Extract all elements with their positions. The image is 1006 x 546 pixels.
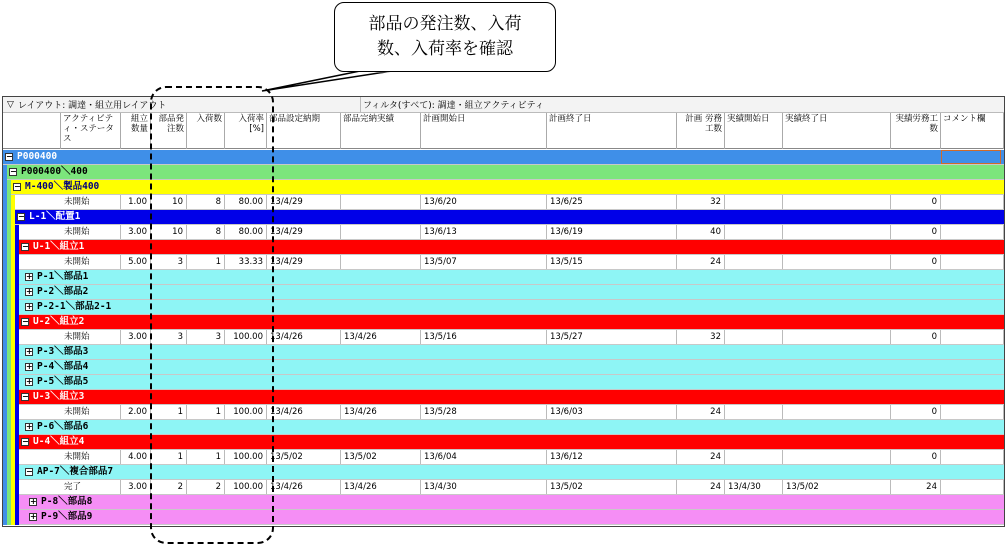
- row-label: U-1＼組立1: [33, 241, 85, 252]
- part-row[interactable]: [3, 420, 1004, 435]
- cell-assembly-qty[interactable]: 1.00: [121, 195, 151, 209]
- cell-plan-work[interactable]: 32: [677, 330, 725, 344]
- cell-order-qty[interactable]: 3: [151, 255, 187, 269]
- table-row[interactable]: [3, 255, 1004, 270]
- cell-received-rate[interactable]: 100.00: [225, 450, 267, 464]
- hierarchy-strip: [15, 420, 19, 435]
- col-received-rate[interactable]: 入荷率[%]: [225, 113, 267, 149]
- col-plan-work[interactable]: 計画 労務工数: [677, 113, 725, 149]
- cell-plan-start[interactable]: 13/6/13: [421, 225, 547, 239]
- col-due-date[interactable]: 部品設定納期: [267, 113, 341, 149]
- hierarchy-strip: [15, 255, 19, 270]
- hierarchy-strip: [15, 315, 19, 330]
- hierarchy-strip: [15, 270, 19, 285]
- expand-icon[interactable]: +: [26, 377, 33, 386]
- cell-complete-actual[interactable]: [341, 225, 421, 239]
- col-actual-start[interactable]: 実績開始日: [725, 113, 783, 149]
- cell-received-rate[interactable]: 33.33: [225, 255, 267, 269]
- activity-grid[interactable]: [2, 96, 1005, 527]
- cell-plan-start[interactable]: 13/4/30: [421, 480, 547, 494]
- filter-label[interactable]: フィルタ(すべて): 調達・組立アクティビティ: [363, 101, 544, 111]
- col-received-qty[interactable]: 入荷数: [187, 113, 225, 149]
- cell-assembly-qty[interactable]: 3.00: [121, 330, 151, 344]
- col-status[interactable]: アクティビティ・ステータス: [61, 113, 121, 149]
- part-row[interactable]: [3, 285, 1004, 300]
- collapse-icon[interactable]: −: [10, 167, 17, 176]
- table-row[interactable]: [3, 225, 1004, 240]
- hierarchy-strip: [15, 360, 19, 375]
- cell-due-date[interactable]: 13/4/26: [267, 405, 341, 419]
- group-row[interactable]: [3, 390, 1004, 405]
- col-plan-end[interactable]: 計画終了日: [547, 113, 677, 149]
- collapse-icon[interactable]: −: [22, 317, 29, 326]
- cell-due-date[interactable]: 13/4/29: [267, 255, 341, 269]
- col-plan-start[interactable]: 計画開始日: [421, 113, 547, 149]
- hierarchy-strip: [15, 465, 19, 480]
- cell-assembly-qty[interactable]: 5.00: [121, 255, 151, 269]
- row-label: P-8＼部品8: [41, 496, 93, 507]
- cell-complete-actual[interactable]: 13/5/02: [341, 450, 421, 464]
- row-label: M-400＼製品400: [25, 181, 100, 192]
- cell-assembly-qty[interactable]: 4.00: [121, 450, 151, 464]
- expand-icon[interactable]: +: [26, 287, 33, 296]
- cell-actual-start[interactable]: [725, 225, 783, 239]
- hierarchy-strip: [15, 510, 19, 525]
- comment-cell-selected[interactable]: [941, 150, 1001, 164]
- hierarchy-strip: [15, 300, 19, 315]
- expand-icon[interactable]: +: [26, 362, 33, 371]
- cell-actual-work[interactable]: 0: [891, 450, 941, 464]
- expand-icon[interactable]: +: [30, 512, 37, 521]
- row-label: U-4＼組立4: [33, 436, 85, 447]
- hierarchy-strip: [15, 375, 19, 390]
- cell-actual-start[interactable]: [725, 450, 783, 464]
- table-row[interactable]: [3, 480, 1004, 495]
- col-assembly-qty[interactable]: 組立数量: [121, 113, 151, 149]
- part-row[interactable]: [3, 375, 1004, 390]
- collapse-icon[interactable]: −: [14, 182, 21, 191]
- cell-order-qty[interactable]: 2: [151, 480, 187, 494]
- cell-assembly-qty[interactable]: 3.00: [121, 480, 151, 494]
- cell-actual-work[interactable]: 24: [891, 480, 941, 494]
- cell-status[interactable]: 未開始: [61, 255, 121, 269]
- hierarchy-strip: [3, 165, 7, 180]
- cell-comment[interactable]: [941, 480, 1004, 494]
- cell-received-qty[interactable]: 1: [187, 255, 225, 269]
- group-row[interactable]: [3, 240, 1004, 255]
- expand-icon[interactable]: +: [26, 302, 33, 311]
- layout-label[interactable]: レイアウト: 調達・組立用レイアウト: [17, 101, 167, 111]
- cell-assembly-qty[interactable]: 3.00: [121, 225, 151, 239]
- row-label: P-5＼部品5: [37, 376, 89, 387]
- cell-comment[interactable]: [941, 195, 1004, 209]
- group-row[interactable]: [3, 465, 1004, 480]
- part-row[interactable]: [3, 345, 1004, 360]
- group-row[interactable]: [3, 180, 1004, 195]
- collapse-icon[interactable]: −: [22, 392, 29, 401]
- cell-actual-end[interactable]: [783, 195, 891, 209]
- group-row[interactable]: [3, 315, 1004, 330]
- collapse-icon[interactable]: −: [22, 242, 29, 251]
- cell-due-date[interactable]: 13/4/26: [267, 480, 341, 494]
- cell-status[interactable]: 完了: [61, 480, 121, 494]
- cell-plan-work[interactable]: 24: [677, 255, 725, 269]
- cell-actual-start[interactable]: 13/4/30: [725, 480, 783, 494]
- cell-actual-work[interactable]: 0: [891, 330, 941, 344]
- cell-complete-actual[interactable]: [341, 255, 421, 269]
- cell-received-qty[interactable]: 1: [187, 450, 225, 464]
- cell-plan-end[interactable]: 13/5/15: [547, 255, 677, 269]
- callout-line-1: 部品の発注数、入荷: [368, 14, 522, 34]
- cell-plan-work[interactable]: 24: [677, 480, 725, 494]
- expand-icon[interactable]: +: [30, 497, 37, 506]
- cell-received-qty[interactable]: 2: [187, 480, 225, 494]
- cell-complete-actual[interactable]: 13/4/26: [341, 480, 421, 494]
- cell-order-qty[interactable]: 1: [151, 450, 187, 464]
- row-label: P-3＼部品3: [37, 346, 89, 357]
- collapse-icon[interactable]: −: [22, 437, 29, 446]
- cell-plan-work[interactable]: 24: [677, 450, 725, 464]
- group-row[interactable]: [3, 210, 1004, 225]
- cell-received-rate[interactable]: 100.00: [225, 330, 267, 344]
- cell-plan-work[interactable]: 32: [677, 195, 725, 209]
- cell-actual-start[interactable]: [725, 405, 783, 419]
- hierarchy-strip: [15, 330, 19, 345]
- row-label: P-6＼部品6: [37, 421, 89, 432]
- cell-actual-end[interactable]: [783, 225, 891, 239]
- cell-order-qty[interactable]: 10: [151, 195, 187, 209]
- expand-icon[interactable]: +: [26, 347, 33, 356]
- cell-due-date[interactable]: 13/4/29: [267, 225, 341, 239]
- row-label: U-2＼組立2: [33, 316, 85, 327]
- cell-actual-work[interactable]: 0: [891, 405, 941, 419]
- cell-actual-work[interactable]: 0: [891, 195, 941, 209]
- part-row[interactable]: [3, 495, 1004, 510]
- part-row[interactable]: [3, 510, 1004, 525]
- cell-status[interactable]: 未開始: [61, 405, 121, 419]
- part-row[interactable]: [3, 270, 1004, 285]
- cell-actual-work[interactable]: 0: [891, 225, 941, 239]
- hierarchy-strip: [15, 225, 19, 240]
- group-row[interactable]: [3, 435, 1004, 450]
- col-order-qty[interactable]: 部品発注数: [151, 113, 187, 149]
- cell-received-qty[interactable]: 3: [187, 330, 225, 344]
- row-label: P-2＼部品2: [37, 286, 89, 297]
- collapse-icon[interactable]: −: [6, 152, 13, 161]
- cell-received-qty[interactable]: 8: [187, 195, 225, 209]
- expand-icon[interactable]: +: [26, 272, 33, 281]
- callout-note: [334, 2, 556, 72]
- cell-plan-start[interactable]: 13/5/16: [421, 330, 547, 344]
- cell-plan-start[interactable]: 13/5/28: [421, 405, 547, 419]
- cell-actual-end[interactable]: 13/5/02: [783, 480, 891, 494]
- cell-status[interactable]: 未開始: [61, 450, 121, 464]
- cell-received-qty[interactable]: 1: [187, 405, 225, 419]
- cell-comment[interactable]: [941, 330, 1004, 344]
- cell-due-date[interactable]: 13/5/02: [267, 450, 341, 464]
- cell-received-rate[interactable]: 100.00: [225, 480, 267, 494]
- hierarchy-strip: [11, 210, 15, 225]
- cell-plan-start[interactable]: 13/5/07: [421, 255, 547, 269]
- cell-assembly-qty[interactable]: 2.00: [121, 405, 151, 419]
- cell-plan-end[interactable]: 13/5/27: [547, 330, 677, 344]
- cell-actual-end[interactable]: [783, 255, 891, 269]
- cell-plan-start[interactable]: 13/6/04: [421, 450, 547, 464]
- collapse-icon[interactable]: −: [18, 212, 25, 221]
- cell-complete-actual[interactable]: 13/4/26: [341, 330, 421, 344]
- row-label: P-9＼部品9: [41, 511, 93, 522]
- cell-actual-end[interactable]: [783, 330, 891, 344]
- row-label: P-4＼部品4: [37, 361, 89, 372]
- callout-line-2: 数、入荷率を確認: [377, 39, 513, 59]
- cell-comment[interactable]: [941, 225, 1004, 239]
- cell-status[interactable]: 未開始: [61, 225, 121, 239]
- cell-order-qty[interactable]: 10: [151, 225, 187, 239]
- cell-comment[interactable]: [941, 255, 1004, 269]
- layout-bar: [3, 97, 1004, 113]
- cell-status[interactable]: 未開始: [61, 330, 121, 344]
- row-label: U-3＼組立3: [33, 391, 85, 402]
- cell-actual-end[interactable]: [783, 405, 891, 419]
- cell-received-qty[interactable]: 8: [187, 225, 225, 239]
- col-tree: [3, 113, 61, 149]
- hierarchy-strip: [15, 240, 19, 255]
- row-label: P-2-1＼部品2-1: [37, 301, 112, 312]
- hierarchy-strip: [15, 480, 19, 495]
- cell-plan-work[interactable]: 24: [677, 405, 725, 419]
- col-complete-actual[interactable]: 部品完納実績: [341, 113, 421, 149]
- cell-status[interactable]: 未開始: [61, 195, 121, 209]
- hierarchy-strip: [15, 495, 19, 510]
- col-comment[interactable]: コメント欄: [941, 113, 1004, 149]
- row-label: L-1＼配置1: [29, 211, 81, 222]
- group-row[interactable]: [3, 165, 1004, 180]
- hierarchy-strip: [15, 390, 19, 405]
- table-row[interactable]: [3, 450, 1004, 465]
- hierarchy-strip: [11, 195, 15, 210]
- row-label: P-1＼部品1: [37, 271, 89, 282]
- cell-actual-end[interactable]: [783, 450, 891, 464]
- hierarchy-strip: [7, 180, 11, 195]
- row-label: P000400＼400: [21, 166, 88, 177]
- table-row[interactable]: [3, 405, 1004, 420]
- cell-plan-end[interactable]: 13/5/02: [547, 480, 677, 494]
- hierarchy-strip: [15, 435, 19, 450]
- collapse-icon[interactable]: −: [26, 467, 33, 476]
- col-actual-end[interactable]: 実績終了日: [783, 113, 891, 149]
- cell-order-qty[interactable]: 3: [151, 330, 187, 344]
- expand-icon[interactable]: +: [26, 422, 33, 431]
- cell-actual-start[interactable]: [725, 195, 783, 209]
- cell-plan-end[interactable]: 13/6/12: [547, 450, 677, 464]
- hierarchy-strip: [15, 285, 19, 300]
- cell-comment[interactable]: [941, 405, 1004, 419]
- cell-received-rate[interactable]: 80.00: [225, 225, 267, 239]
- cell-actual-work[interactable]: 0: [891, 255, 941, 269]
- cell-actual-start[interactable]: [725, 330, 783, 344]
- table-row[interactable]: [3, 195, 1004, 210]
- cell-due-date[interactable]: 13/4/29: [267, 195, 341, 209]
- cell-plan-work[interactable]: 40: [677, 225, 725, 239]
- cell-comment[interactable]: [941, 450, 1004, 464]
- cell-due-date[interactable]: 13/4/26: [267, 330, 341, 344]
- row-label: P000400: [17, 151, 58, 162]
- group-row[interactable]: [3, 150, 1004, 165]
- hierarchy-strip: [15, 405, 19, 420]
- chevron-down-icon[interactable]: ▽: [7, 99, 14, 110]
- cell-plan-end[interactable]: 13/6/19: [547, 225, 677, 239]
- cell-complete-actual[interactable]: [341, 195, 421, 209]
- hierarchy-strip: [15, 345, 19, 360]
- table-row[interactable]: [3, 330, 1004, 345]
- cell-received-rate[interactable]: 100.00: [225, 405, 267, 419]
- col-actual-work[interactable]: 実績労務工数: [891, 113, 941, 149]
- part-row[interactable]: [3, 300, 1004, 315]
- column-header: [3, 113, 1004, 149]
- cell-order-qty[interactable]: 1: [151, 405, 187, 419]
- hierarchy-strip: [15, 450, 19, 465]
- cell-received-rate[interactable]: 80.00: [225, 195, 267, 209]
- cell-plan-start[interactable]: 13/6/20: [421, 195, 547, 209]
- cell-plan-end[interactable]: 13/6/03: [547, 405, 677, 419]
- row-label: AP-7＼複合部品7: [37, 466, 114, 477]
- cell-actual-start[interactable]: [725, 255, 783, 269]
- cell-complete-actual[interactable]: 13/4/26: [341, 405, 421, 419]
- part-row[interactable]: [3, 360, 1004, 375]
- cell-plan-end[interactable]: 13/6/25: [547, 195, 677, 209]
